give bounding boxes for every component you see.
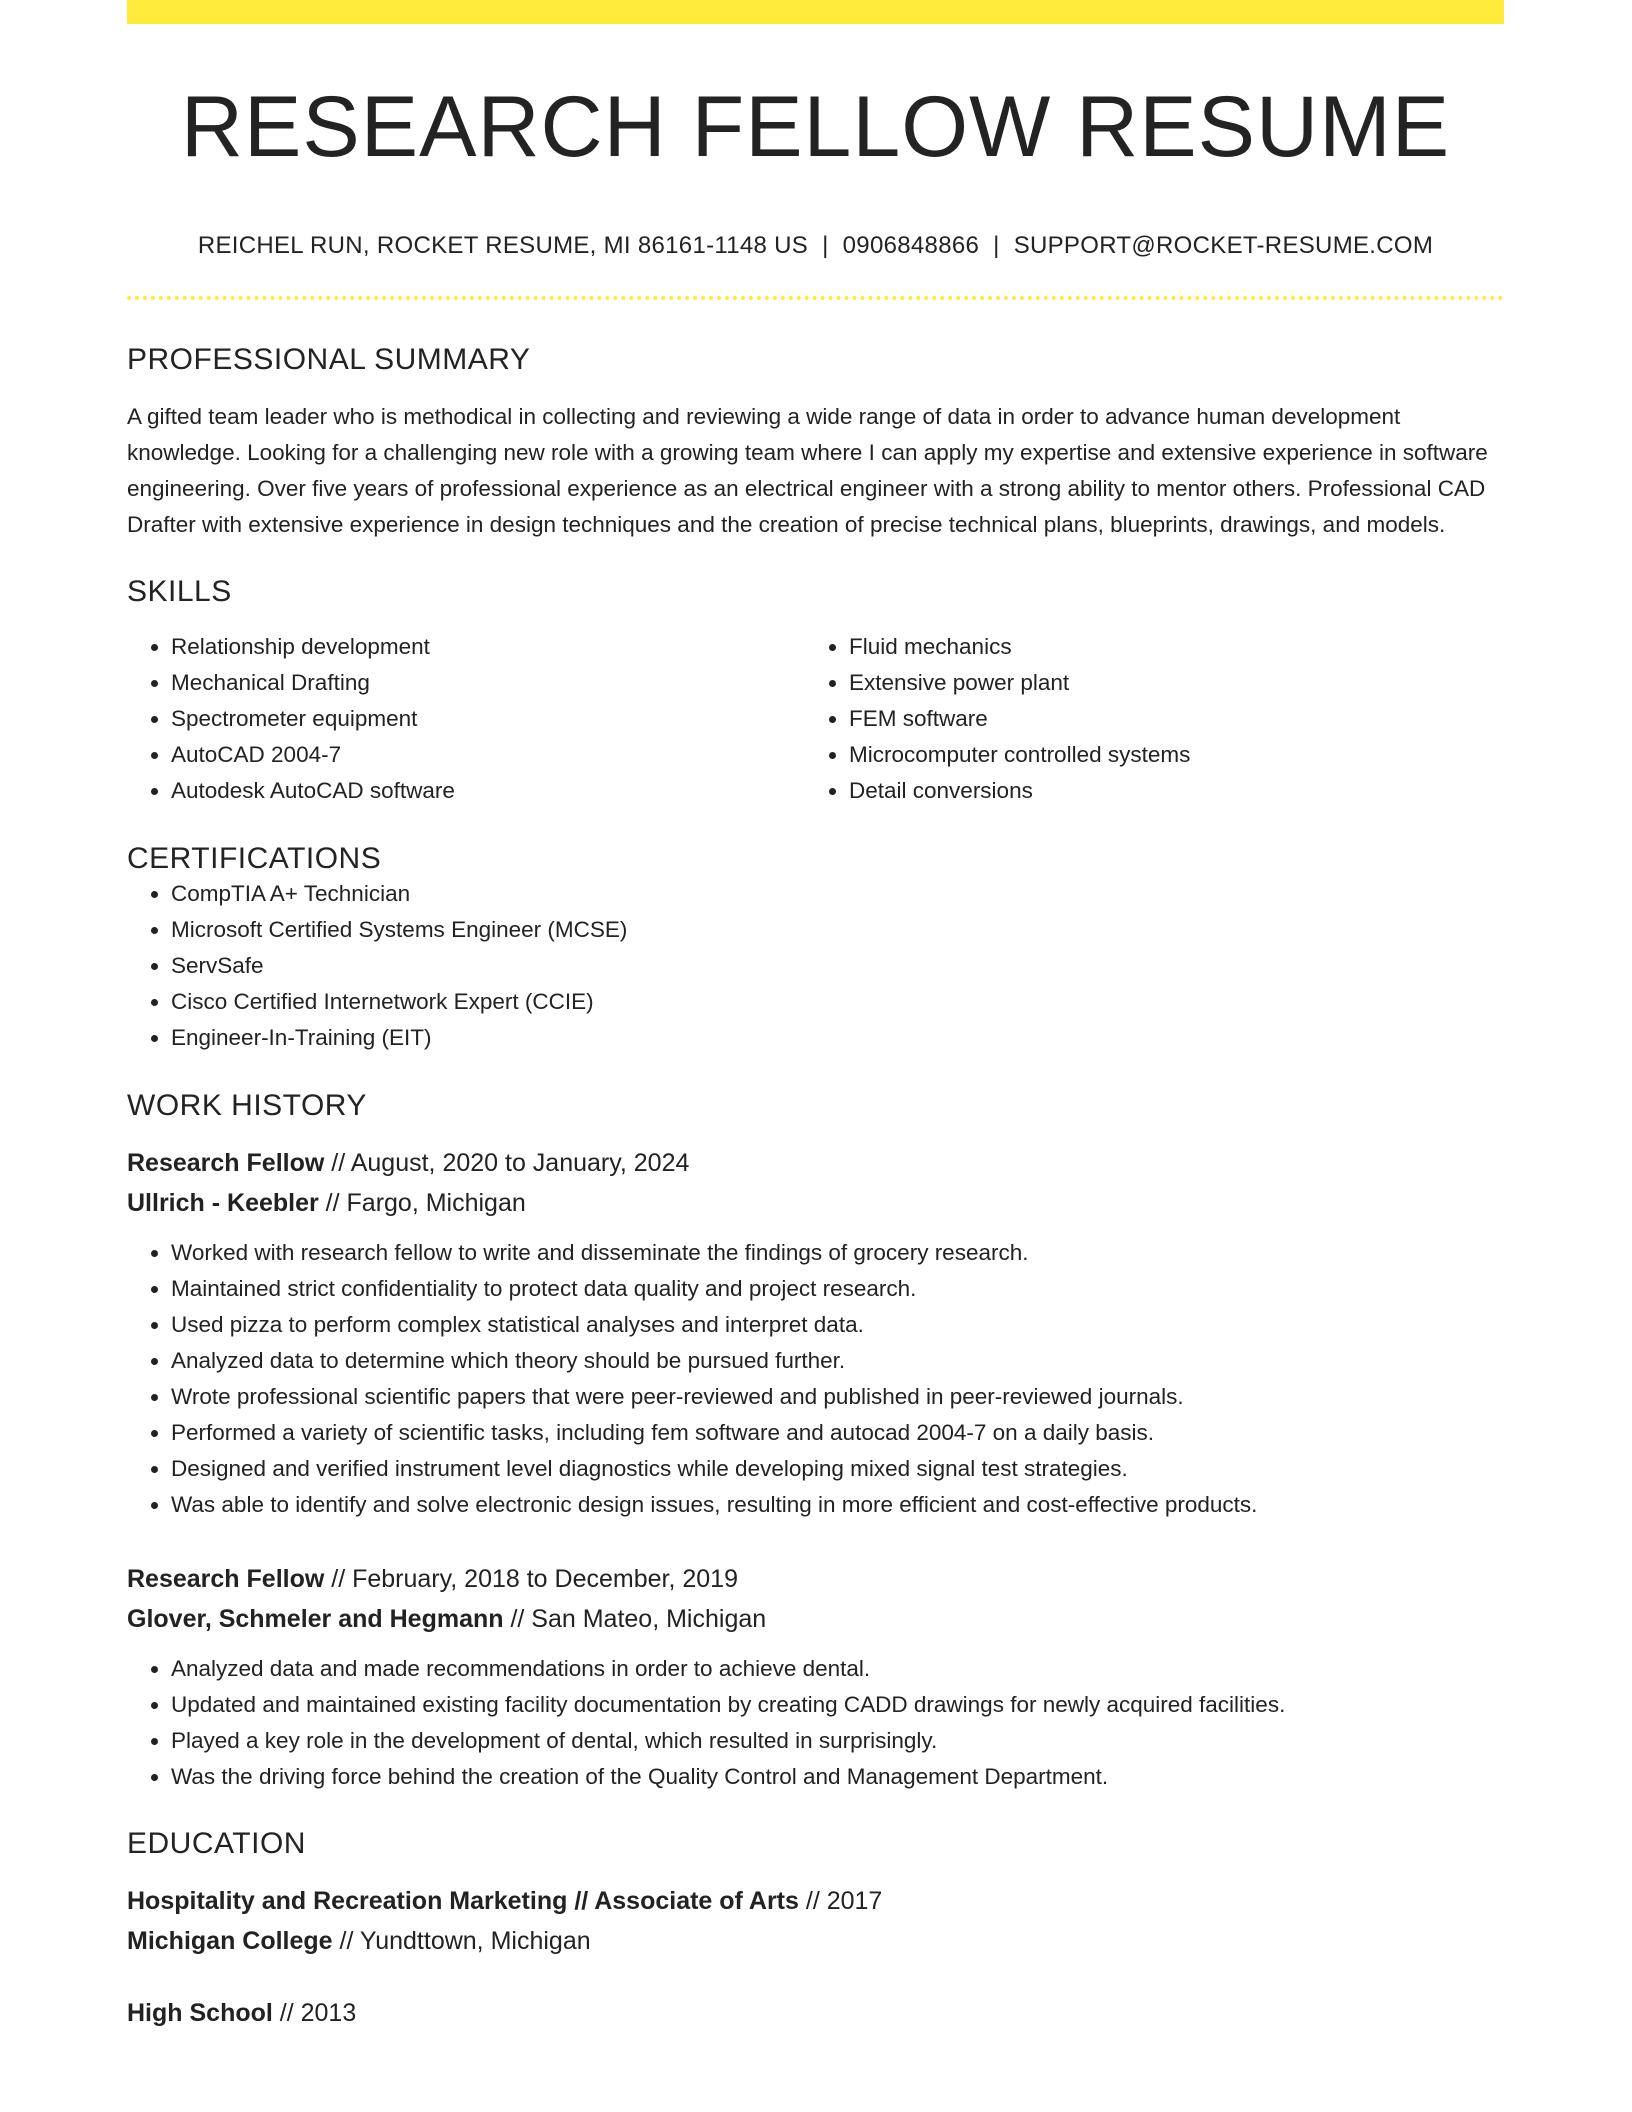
certification-item: • Microsoft Certified Systems Engineer (MCSE) — [171, 912, 1504, 948]
education-degree-line — [127, 1993, 1504, 2033]
education-year: // 2013 — [272, 1999, 357, 2027]
education-school-line — [127, 1921, 1504, 1961]
education-degree: High School — [127, 1999, 273, 2027]
education-school: Michigan College — [127, 1927, 333, 1955]
education-entry — [127, 1993, 1504, 2033]
summary-text: A gifted team leader who is methodical in collecting and reviewing a wide range of data in order to advance human development knowledge. Looking for a challenging new role with a growing team where I can apply my expertise and extensive experience in software engineering. Over five years of professional experience as an electrical engineer with a strong ability to mentor others. Professional CAD Drafter with extensive experience in design techniques and the creation of precise technical plans, blueprints, drawings, and models. — [127, 404, 1488, 537]
job-duty-item: • Was able to identify and solve electronic design issues, resulting in more efficient and cost-effective products. — [171, 1487, 1504, 1523]
certification-item: • Engineer-In-Training (EIT) — [171, 1020, 1504, 1056]
job-duty-item: • Played a key role in the development of dental, which resulted in surprisingly. — [171, 1723, 1504, 1759]
job-duty-item: • Performed a variety of scientific tasks, including fem software and autocad 2004-7 on a daily basis. — [171, 1415, 1504, 1451]
education-heading: EDUCATION — [127, 1827, 306, 1860]
job-duty-item: • Updated and maintained existing facility documentation by creating CADD drawings for newly acquired facilities. — [171, 1687, 1504, 1723]
job-company: Glover, Schmeler and Hegmann — [127, 1605, 504, 1633]
skills-heading: SKILLS — [127, 575, 232, 608]
job-duty-item: • Maintained strict confidentiality to protect data quality and project research. — [171, 1271, 1504, 1307]
contact-address: REICHEL RUN, ROCKET RESUME, MI 86161-1148 US — [197, 232, 809, 259]
job-duty-item: • Wrote professional scientific papers that were peer-reviewed and published in peer-reviewed journals. — [171, 1379, 1504, 1415]
skill-item: • Detail conversions — [849, 773, 1483, 809]
certifications-list — [127, 876, 1504, 1056]
skills-columns — [127, 629, 1504, 809]
education-entry — [127, 1881, 1504, 1961]
summary-heading: PROFESSIONAL SUMMARY — [127, 343, 531, 376]
job-location: // San Mateo, Michigan — [503, 1605, 767, 1633]
certifications-heading: CERTIFICATIONS — [127, 842, 382, 875]
skills-column-right — [805, 629, 1483, 809]
certification-item: • CompTIA A+ Technician — [171, 876, 1504, 912]
job-company-line — [127, 1183, 1504, 1223]
education-degree-line — [127, 1881, 1504, 1921]
contact-separator: | — [822, 232, 829, 259]
work-history-heading: WORK HISTORY — [127, 1089, 367, 1122]
job-title-line — [127, 1143, 1504, 1183]
job-location: // Fargo, Michigan — [318, 1189, 526, 1217]
certification-item: • ServSafe — [171, 948, 1504, 984]
job-duties-list — [127, 1235, 1504, 1523]
education-location: // Yundttown, Michigan — [332, 1927, 591, 1955]
job-title-line — [127, 1559, 1504, 1599]
resume-title: RESEARCH FELLOW RESUME — [180, 79, 1451, 175]
job-title: Research Fellow — [127, 1565, 325, 1593]
job-entry — [127, 1559, 1504, 1795]
skill-item: • Microcomputer controlled systems — [849, 737, 1483, 773]
skill-item: • AutoCAD 2004-7 — [171, 737, 805, 773]
skill-item: • FEM software — [849, 701, 1483, 737]
skill-item: • Autodesk AutoCAD software — [171, 773, 805, 809]
contact-phone: 0906848866 — [842, 232, 980, 259]
job-duty-item: • Was the driving force behind the creation of the Quality Control and Management Department. — [171, 1759, 1504, 1795]
skill-item: • Relationship development — [171, 629, 805, 665]
skill-item: • Mechanical Drafting — [171, 665, 805, 701]
skill-item: • Extensive power plant — [849, 665, 1483, 701]
job-company-line — [127, 1599, 1504, 1639]
certification-item: • Cisco Certified Internetwork Expert (CCIE) — [171, 984, 1504, 1020]
resume-page — [127, 0, 1504, 2033]
skill-item: • Fluid mechanics — [849, 629, 1483, 665]
contact-line — [127, 232, 1504, 260]
skills-list-left — [127, 629, 805, 809]
dotted-divider — [127, 296, 1504, 300]
job-duty-item: • Analyzed data to determine which theory should be pursued further. — [171, 1343, 1504, 1379]
job-company: Ullrich - Keebler — [127, 1189, 319, 1217]
contact-separator: | — [993, 232, 1000, 259]
skills-list-right — [805, 629, 1483, 809]
job-entry — [127, 1143, 1504, 1523]
job-duty-item: • Used pizza to perform complex statistical analyses and interpret data. — [171, 1307, 1504, 1343]
job-duty-item: • Designed and verified instrument level diagnostics while developing mixed signal test strategies. — [171, 1451, 1504, 1487]
education-degree: Hospitality and Recreation Marketing // Associate of Arts — [127, 1887, 799, 1915]
education-year: // 2017 — [798, 1887, 883, 1915]
skills-column-left — [127, 629, 805, 809]
job-duties-list — [127, 1651, 1504, 1795]
job-dates: // August, 2020 to January, 2024 — [324, 1149, 690, 1177]
job-duty-item: • Worked with research fellow to write and disseminate the findings of grocery research. — [171, 1235, 1504, 1271]
skill-item: • Spectrometer equipment — [171, 701, 805, 737]
top-accent-bar — [127, 0, 1504, 24]
contact-email[interactable]: SUPPORT@ROCKET-RESUME.COM — [1013, 232, 1434, 259]
job-duty-item: • Analyzed data and made recommendations in order to achieve dental. — [171, 1651, 1504, 1687]
job-title: Research Fellow — [127, 1149, 325, 1177]
job-dates: // February, 2018 to December, 2019 — [324, 1565, 738, 1593]
